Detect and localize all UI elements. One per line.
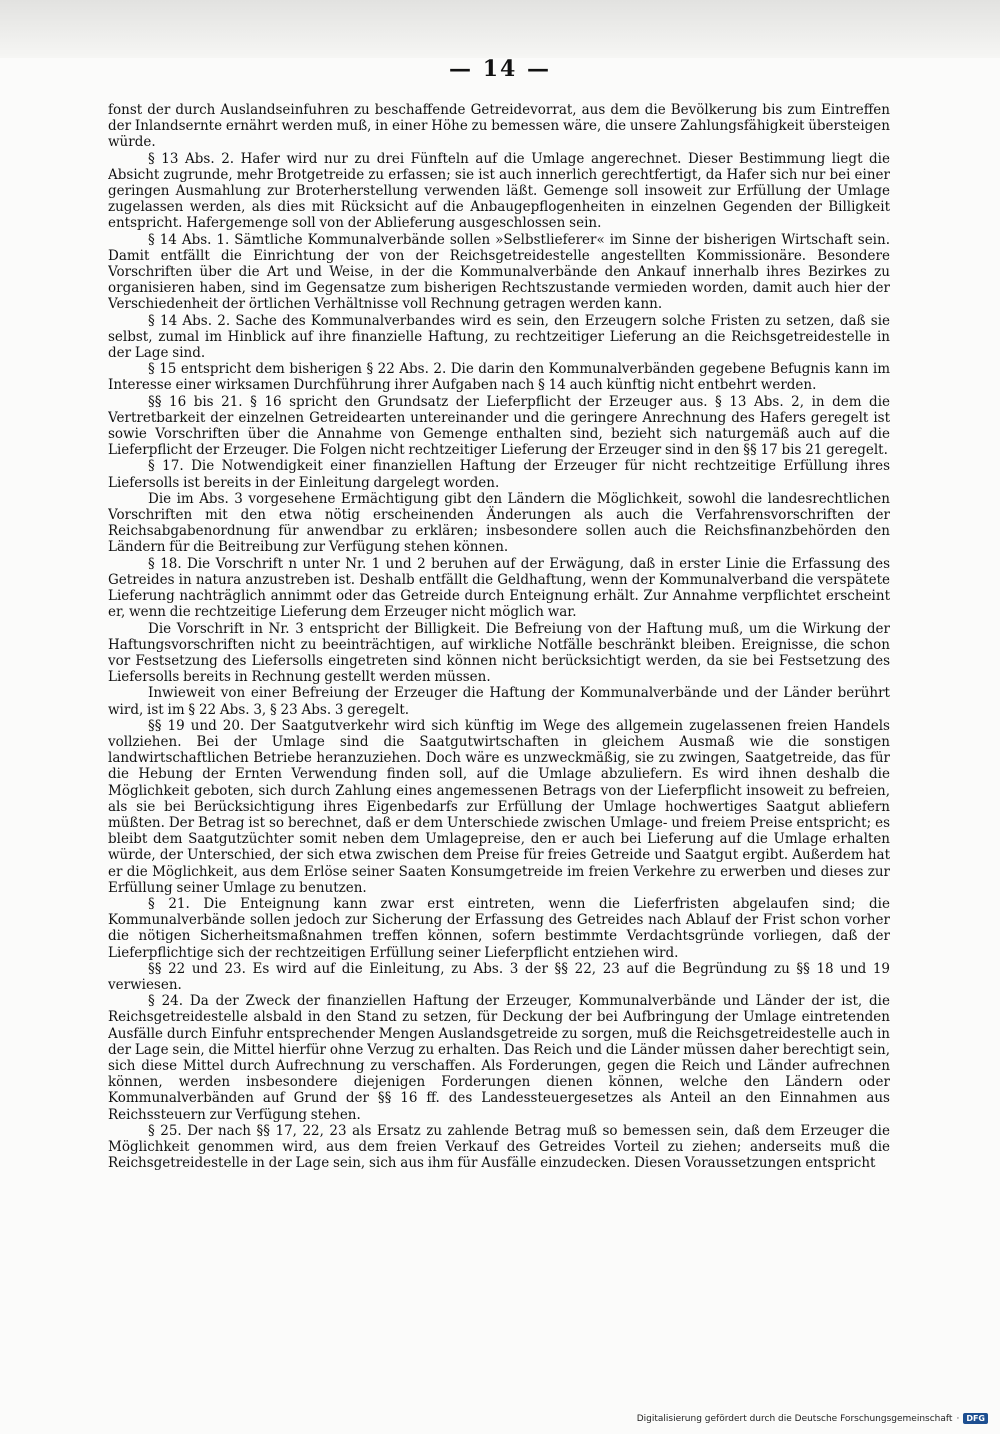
paragraph: § 14 Abs. 1. Sämtliche Kommunalverbände sollen »Selbstlieferer« im Sinne der bisherigen Wirtschaft sein. Damit entfällt die Einrichtung der von der Reichsgetreidestelle angestellten Kommissionäre. Besondere Vorschriften über die Art und Weise, in der die Kommunalverbände den Ankauf innerhalb ihres Bezirkes zu organisieren haben, sind im Gegensatze zum bisherigen Rechtszustande vermieden worden, damit auch hier der Verschiedenheit der örtlichen Verhältnisse voll Rechnung getragen werden kann. [108, 231, 890, 313]
footer-text: Digitalisierung gefördert durch die Deutsche Forschungsgemeinschaft [636, 1413, 953, 1424]
paragraph: Die Vorschrift in Nr. 3 entspricht der Billigkeit. Die Befreiung von der Haftung muß, um die Wirkung der Haftungsvorschriften nicht zu beeinträchtigen, auf wirkliche Notfälle beschränkt bleiben. Ereignisse, die schon vor Festsetzung des Liefersolls eingetreten sind können nicht berücksichtigt werden, da sie bei Festsetzung des Liefersolls bereits in Rechnung gestellt werden müssen. [108, 620, 890, 686]
paragraph: § 18. Die Vorschrift n unter Nr. 1 und 2 beruhen auf der Erwägung, daß in erster Linie die Erfassung des Getreides in natura anzustreben ist. Deshalb entfällt die Geldhaftung, wenn der Kommunalverband die verspätete Lieferung nachträglich annimmt oder das Getreide durch Enteignung erhält. Zur Annahme verpflichtet erscheint er, wenn die rechtzeitige Lieferung dem Erzeuger nicht möglich war. [108, 555, 890, 621]
paragraph: § 15 entspricht dem bisherigen § 22 Abs. 2. Die darin den Kommunalverbänden gegebene Befugnis kann im Interesse einer wirksamen Durchführung ihrer Aufgaben nach § 14 auch künftig nicht entbehrt werden. [108, 361, 890, 394]
paragraph: § 17. Die Notwendigkeit einer finanziellen Haftung der Erzeuger für nicht rechtzeitige Erfüllung ihres Liefersolls ist bereits in der Einleitung dargelegt worden. [108, 458, 890, 491]
document-body [108, 102, 890, 1312]
paragraph: Inwieweit von einer Befreiung der Erzeuger die Haftung der Kommunalverbände und der Länder berührt wird, ist im § 22 Abs. 3, § 23 Abs. 3 geregelt. [108, 685, 890, 718]
paragraph: §§ 16 bis 21. § 16 spricht den Grundsatz der Lieferpflicht der Erzeuger aus. § 13 Abs. 2, in dem die Vertretbarkeit der einzelnen Getreidearten untereinander und die geringere Anrechnung des Hafers geregelt ist sowie Vorschriften über die Annahme von Gemenge enthalten sind, bezieht sich naturgemäß auch auf die Lieferpflicht der Erzeuger. Die Folgen nicht rechtzeitiger Lieferung der Erzeuger sind in den §§ 17 bis 21 geregelt. [108, 393, 890, 459]
page-number: — 14 — [449, 56, 551, 82]
footer-separator: · [956, 1413, 960, 1424]
dfg-logo-icon: DFG [963, 1413, 988, 1424]
paragraph: § 24. Da der Zweck der finanziellen Haftung der Erzeuger, Kommunalverbände und Länder der ist, die Reichsgetreidestelle alsbald in den Stand zu setzen, für Deckung der bei Aufbringung der Umlage eintretenden Ausfälle durch Einfuhr entsprechender Mengen Auslandsgetreide zu sorgen, muß die Reichsgetreidestelle auch in der Lage sein, die Mittel hierfür ohne Verzug zu erhalten. Das Reich und die Länder müssen daher berechtigt sein, sich diese Mittel durch Aufrechnung zu verschaffen. Als Forderungen, gegen die Reich und Länder aufrechnen können, werden insbesondere diejenigen Forderungen dienen können, welche den Ländern oder Kommunalverbänden auf Grund der §§ 16 ff. des Landessteuergesetzes als Anteil an den Einnahmen aus Reichssteuern zur Verfügung stehen. [108, 993, 890, 1123]
paragraph: § 25. Der nach §§ 17, 22, 23 als Ersatz zu zahlende Betrag muß so bemessen sein, daß dem Erzeuger die Möglichkeit genommen wird, aus dem freien Verkauf des Getreides Vorteil zu ziehen; anderseits muß die Reichsgetreidestelle in der Lage sein, sich aus ihm für Ausfälle einzudecken. Diesen Voraussetzungen entspricht [108, 1122, 890, 1172]
paragraph: § 13 Abs. 2. Hafer wird nur zu drei Fünfteln auf die Umlage angerechnet. Dieser Bestimmung liegt die Absicht zugrunde, mehr Brotgetreide zu erfassen; sie ist auch innerlich gerechtfertigt, da Hafer sich nur bei einer geringen Ausmahlung zur Broterherstellung verwenden läßt. Gemenge soll insoweit zur Erfüllung der Umlage zugelassen werden, als dies mit Rücksicht auf die Anbaugepflogenheiten in einzelnen Gegenden der Billigkeit entspricht. Hafergemenge soll von der Ablieferung ausgeschlossen sein. [108, 150, 890, 232]
paragraph: § 21. Die Enteignung kann zwar erst eintreten, wenn die Lieferfristen abgelaufen sind; die Kommunalverbände sollen jedoch zur Sicherung der Erfassung des Getreides nach Ablauf der Frist schon vorher die nötigen Sicherheitsmaßnahmen treffen können, sofern bestimmte Verdachtsgründe vorliegen, daß der Lieferpflichtige sich der rechtzeitigen Erfüllung seiner Lieferpflicht entziehen wird. [108, 895, 890, 961]
scan-top-band [0, 0, 1000, 58]
paragraph: fonst der durch Auslandseinfuhren zu beschaffende Getreidevorrat, aus dem die Bevölkerung bis zum Eintreffen der Inlandsernte ernährt werden muß, in einer Höhe zu bemessen wäre, die unsere Zahlungsfähigkeit übersteigen würde. [108, 102, 890, 151]
digitization-footer [637, 1413, 988, 1424]
paragraph: §§ 22 und 23. Es wird auf die Einleitung, zu Abs. 3 der §§ 22, 23 auf die Begründung zu §§ 18 und 19 verwiesen. [108, 960, 890, 993]
paragraph: § 14 Abs. 2. Sache des Kommunalverbandes wird es sein, den Erzeugern solche Fristen zu setzen, daß sie selbst, zumal im Hinblick auf ihre finanzielle Haftung, zu rechtzeitiger Lieferung an die Reichsgetreidestelle in der Lage sind. [108, 312, 890, 362]
paragraph: §§ 19 und 20. Der Saatgutverkehr wird sich künftig im Wege des allgemein zugelassenen freien Handels vollziehen. Bei der Umlage sind die Saatgutwirtschaften in gleichem Ausmaß wie die sonstigen landwirtschaftlichen Betriebe heranzuziehen. Doch wäre es unzweckmäßig, sie zu zwingen, Saatgetreide, das für die Hebung der Ernten Verwendung finden soll, auf die Umlage abzuliefern. Es wird ihnen deshalb die Möglichkeit geboten, sich durch Zahlung eines angemessenen Betrags von der Lieferpflicht insoweit zu befreien, als sie bei Berücksichtigung ihres Eigenbedarfs zur Erfüllung der Umlage hochwertiges Saatgut abliefern müßten. Der Betrag ist so berechnet, daß er dem Unterschiede zwischen Umlage- und freiem Preise entspricht; es bleibt dem Saatgutzüchter somit neben dem Umlagepreise, den er auch bei Lieferung auf die Umlage erhalten würde, der Unterschied, der sich etwa zwischen dem Preise für freies Getreide und Saatgut ergibt. Außerdem hat er die Möglichkeit, aus dem Erlöse seiner Saaten Konsumgetreide im freien Verkehre zu erwerben und dieses zur Erfüllung seiner Umlage zu benutzen. [108, 717, 890, 896]
paragraph: Die im Abs. 3 vorgesehene Ermächtigung gibt den Ländern die Möglichkeit, sowohl die landesrechtlichen Vorschriften mit den etwa nötig erscheinenden Änderungen als auch die Verfahrensvorschriften der Reichsabgabenordnung für anwendbar zu erklären; insbesondere sollen auch die Reichsfinanzbehörden den Ländern für die Beitreibung zur Verfügung stehen können. [108, 490, 890, 556]
